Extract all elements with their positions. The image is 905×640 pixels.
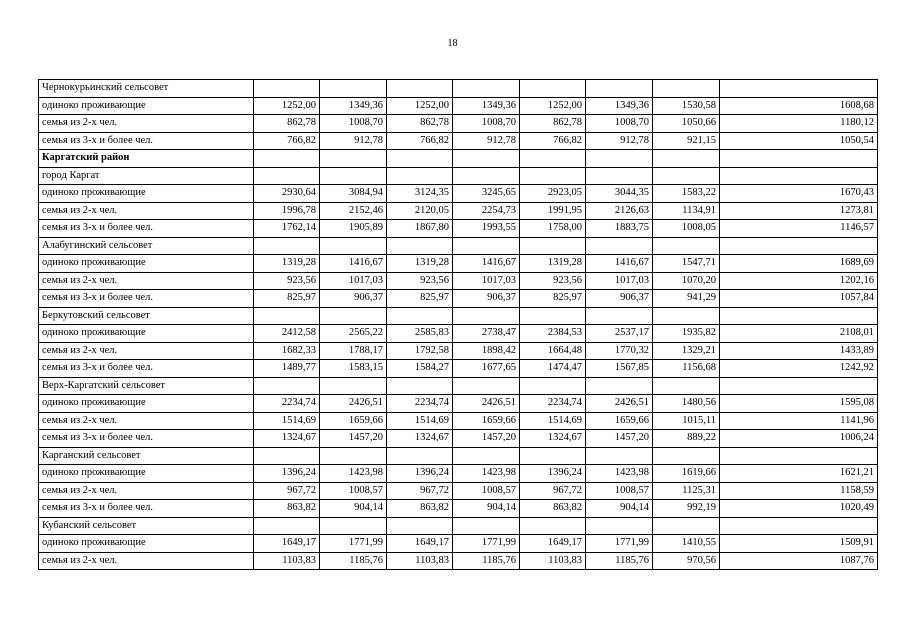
value-cell: 2234,74 [520,395,586,413]
value-cell: 1423,98 [453,465,520,483]
value-cell: 1514,69 [387,412,453,430]
value-cell [586,517,653,535]
value-cell: 1008,57 [453,482,520,500]
value-cell: 2108,01 [720,325,878,343]
row-label: семья из 2-х чел. [39,115,254,133]
value-cell: 1015,11 [653,412,720,430]
value-cell [520,237,586,255]
value-cell: 1621,21 [720,465,878,483]
value-cell [520,447,586,465]
page-number: 18 [447,38,458,49]
value-cell: 825,97 [520,290,586,308]
value-cell: 1008,57 [320,482,387,500]
row-label: семья из 2-х чел. [39,272,254,290]
value-cell: 1158,59 [720,482,878,500]
value-cell [453,307,520,325]
value-cell: 1689,69 [720,255,878,273]
value-cell: 941,29 [653,290,720,308]
value-cell [254,237,320,255]
value-cell: 1273,81 [720,202,878,220]
value-cell: 863,82 [387,500,453,518]
value-cell [387,307,453,325]
row-label: семья из 2-х чел. [39,552,254,570]
value-cell: 1202,16 [720,272,878,290]
value-cell [720,237,878,255]
value-cell: 2120,05 [387,202,453,220]
value-cell: 1070,20 [653,272,720,290]
value-cell [720,80,878,98]
value-cell: 1103,83 [387,552,453,570]
value-cell: 2565,22 [320,325,387,343]
table-row [39,482,878,500]
value-cell [653,517,720,535]
value-cell: 923,56 [520,272,586,290]
value-cell: 3245,65 [453,185,520,203]
value-cell [387,167,453,185]
district-header-row [39,150,878,168]
value-cell: 1008,70 [453,115,520,133]
value-cell [720,517,878,535]
value-cell: 923,56 [387,272,453,290]
section-header-row [39,377,878,395]
table-row [39,272,878,290]
value-cell [453,447,520,465]
value-cell: 1125,31 [653,482,720,500]
table-row [39,342,878,360]
section-title: Беркутовский сельсовет [39,307,254,325]
value-cell: 1329,21 [653,342,720,360]
value-cell: 1410,55 [653,535,720,553]
value-cell: 1670,43 [720,185,878,203]
value-cell: 1583,22 [653,185,720,203]
value-cell: 862,78 [254,115,320,133]
value-cell: 2234,74 [387,395,453,413]
section-title: город Каргат [39,167,254,185]
value-cell: 1659,66 [586,412,653,430]
value-cell [653,150,720,168]
value-cell [320,150,387,168]
value-cell: 1050,66 [653,115,720,133]
value-cell: 2152,46 [320,202,387,220]
value-cell: 1457,20 [586,430,653,448]
value-cell: 1252,00 [520,97,586,115]
section-header-row [39,167,878,185]
value-cell: 1514,69 [254,412,320,430]
value-cell: 2930,64 [254,185,320,203]
value-cell: 2923,05 [520,185,586,203]
value-cell: 1457,20 [453,430,520,448]
row-label: одиноко проживающие [39,535,254,553]
value-cell: 2537,17 [586,325,653,343]
value-cell [254,377,320,395]
value-cell [320,80,387,98]
value-cell [720,377,878,395]
section-header-row [39,237,878,255]
value-cell: 1770,32 [586,342,653,360]
value-cell [387,447,453,465]
value-cell: 766,82 [254,132,320,150]
value-cell [453,167,520,185]
value-cell: 2585,83 [387,325,453,343]
value-cell: 1762,14 [254,220,320,238]
value-cell [453,150,520,168]
value-cell [653,80,720,98]
value-cell [453,377,520,395]
value-cell: 1567,85 [586,360,653,378]
value-cell: 923,56 [254,272,320,290]
value-cell [720,167,878,185]
value-cell: 992,19 [653,500,720,518]
value-cell: 906,37 [320,290,387,308]
value-cell: 889,22 [653,430,720,448]
value-cell: 1758,00 [520,220,586,238]
table-row [39,115,878,133]
value-cell [520,80,586,98]
value-cell: 1324,67 [387,430,453,448]
value-cell [586,447,653,465]
value-cell: 904,14 [586,500,653,518]
value-cell: 967,72 [520,482,586,500]
value-cell: 1677,65 [453,360,520,378]
value-cell: 1017,03 [320,272,387,290]
value-cell: 1020,49 [720,500,878,518]
value-cell: 1017,03 [586,272,653,290]
value-cell: 1682,33 [254,342,320,360]
value-cell: 1349,36 [586,97,653,115]
value-cell: 1649,17 [387,535,453,553]
value-cell [387,517,453,535]
value-cell: 1017,03 [453,272,520,290]
section-header-row [39,447,878,465]
value-cell [453,80,520,98]
value-cell: 1141,96 [720,412,878,430]
row-label: одиноко проживающие [39,185,254,203]
value-cell: 1514,69 [520,412,586,430]
row-label: одиноко проживающие [39,97,254,115]
value-cell [320,517,387,535]
value-cell [586,150,653,168]
table-row [39,325,878,343]
row-label: семья из 2-х чел. [39,412,254,430]
table-row [39,97,878,115]
section-header-row [39,307,878,325]
value-cell: 1050,54 [720,132,878,150]
value-cell: 1619,66 [653,465,720,483]
value-cell: 1134,91 [653,202,720,220]
value-cell [653,447,720,465]
table-row [39,552,878,570]
value-cell: 1993,55 [453,220,520,238]
value-cell [653,307,720,325]
value-cell [586,80,653,98]
value-cell: 3084,94 [320,185,387,203]
table-row [39,202,878,220]
value-cell: 1057,84 [720,290,878,308]
value-cell: 912,78 [453,132,520,150]
table-row [39,395,878,413]
row-label: семья из 3-х и более чел. [39,220,254,238]
row-label: семья из 2-х чел. [39,202,254,220]
value-cell: 1185,76 [453,552,520,570]
row-label: семья из 2-х чел. [39,342,254,360]
value-cell: 1935,82 [653,325,720,343]
value-cell: 3044,35 [586,185,653,203]
value-cell: 1664,48 [520,342,586,360]
district-title: Каргатский район [39,150,254,168]
value-cell [720,447,878,465]
value-cell [320,447,387,465]
value-cell: 2426,51 [453,395,520,413]
value-cell [320,167,387,185]
value-cell: 1996,78 [254,202,320,220]
value-cell: 1185,76 [320,552,387,570]
value-cell: 1319,28 [254,255,320,273]
value-cell: 1584,27 [387,360,453,378]
value-cell: 766,82 [520,132,586,150]
section-header-row [39,517,878,535]
value-cell: 1905,89 [320,220,387,238]
value-cell: 1008,57 [586,482,653,500]
value-cell [453,517,520,535]
value-cell: 1547,71 [653,255,720,273]
value-cell: 1416,67 [453,255,520,273]
value-cell: 1103,83 [520,552,586,570]
value-cell [586,377,653,395]
row-label: семья из 3-х и более чел. [39,290,254,308]
table-row [39,412,878,430]
row-label: одиноко проживающие [39,395,254,413]
data-table [38,79,878,570]
value-cell: 1396,24 [254,465,320,483]
value-cell: 1319,28 [387,255,453,273]
value-cell: 1006,24 [720,430,878,448]
value-cell: 1474,47 [520,360,586,378]
table-row [39,360,878,378]
value-cell [720,307,878,325]
table-row [39,255,878,273]
value-cell: 2426,51 [586,395,653,413]
row-label: семья из 3-х и более чел. [39,360,254,378]
value-cell: 1792,58 [387,342,453,360]
section-title: Карганский сельсовет [39,447,254,465]
row-label: семья из 3-х и более чел. [39,430,254,448]
value-cell: 904,14 [453,500,520,518]
value-cell: 1008,70 [586,115,653,133]
value-cell [586,237,653,255]
value-cell: 1396,24 [387,465,453,483]
value-cell: 1991,95 [520,202,586,220]
value-cell [254,447,320,465]
value-cell [387,150,453,168]
value-cell [520,150,586,168]
value-cell: 1242,92 [720,360,878,378]
value-cell: 1608,68 [720,97,878,115]
value-cell: 1423,98 [586,465,653,483]
value-cell: 912,78 [586,132,653,150]
value-cell [653,167,720,185]
value-cell: 1324,67 [254,430,320,448]
row-label: семья из 3-х и более чел. [39,500,254,518]
value-cell: 906,37 [586,290,653,308]
row-label: семья из 3-х и более чел. [39,132,254,150]
value-cell: 967,72 [387,482,453,500]
value-cell: 1349,36 [320,97,387,115]
value-cell: 1583,15 [320,360,387,378]
table-row [39,185,878,203]
value-cell [254,517,320,535]
value-cell: 1396,24 [520,465,586,483]
value-cell [586,167,653,185]
value-cell: 1146,57 [720,220,878,238]
section-title: Алабугинский сельсовет [39,237,254,255]
row-label: одиноко проживающие [39,325,254,343]
value-cell [653,377,720,395]
value-cell: 2412,58 [254,325,320,343]
value-cell [254,150,320,168]
row-label: семья из 2-х чел. [39,482,254,500]
value-cell: 1324,67 [520,430,586,448]
value-cell: 862,78 [387,115,453,133]
value-cell: 2126,63 [586,202,653,220]
value-cell: 1457,20 [320,430,387,448]
table-row [39,535,878,553]
value-cell: 1659,66 [453,412,520,430]
value-cell [520,307,586,325]
value-cell [320,307,387,325]
value-cell: 1103,83 [254,552,320,570]
value-cell: 1659,66 [320,412,387,430]
value-cell: 2738,47 [453,325,520,343]
value-cell: 1771,99 [586,535,653,553]
value-cell: 1349,36 [453,97,520,115]
table-row [39,500,878,518]
value-cell [653,237,720,255]
value-cell [520,517,586,535]
value-cell: 1252,00 [387,97,453,115]
value-cell: 1771,99 [320,535,387,553]
value-cell [254,167,320,185]
value-cell [320,237,387,255]
value-cell: 906,37 [453,290,520,308]
value-cell: 766,82 [387,132,453,150]
value-cell [520,377,586,395]
value-cell [387,80,453,98]
value-cell: 3124,35 [387,185,453,203]
value-cell: 1433,89 [720,342,878,360]
row-label: одиноко проживающие [39,465,254,483]
value-cell: 2384,53 [520,325,586,343]
value-cell: 1416,67 [320,255,387,273]
value-cell: 1771,99 [453,535,520,553]
value-cell: 1883,75 [586,220,653,238]
value-cell: 863,82 [254,500,320,518]
value-cell: 967,72 [254,482,320,500]
value-cell: 1319,28 [520,255,586,273]
value-cell: 1180,12 [720,115,878,133]
value-cell: 1087,76 [720,552,878,570]
value-cell [720,150,878,168]
table-row [39,290,878,308]
value-cell [387,237,453,255]
value-cell: 1649,17 [520,535,586,553]
section-header-row [39,80,878,98]
table-row [39,430,878,448]
value-cell: 1185,76 [586,552,653,570]
value-cell [254,80,320,98]
value-cell: 1008,70 [320,115,387,133]
value-cell: 921,15 [653,132,720,150]
value-cell: 825,97 [387,290,453,308]
value-cell [254,307,320,325]
value-cell: 1008,05 [653,220,720,238]
value-cell: 863,82 [520,500,586,518]
section-title: Кубанский сельсовет [39,517,254,535]
value-cell: 1509,91 [720,535,878,553]
value-cell [387,377,453,395]
value-cell: 1489,77 [254,360,320,378]
table-row [39,465,878,483]
value-cell: 1423,98 [320,465,387,483]
value-cell: 1530,58 [653,97,720,115]
value-cell: 1649,17 [254,535,320,553]
value-cell: 904,14 [320,500,387,518]
section-title: Верх-Каргатский сельсовет [39,377,254,395]
value-cell: 1416,67 [586,255,653,273]
value-cell: 1898,42 [453,342,520,360]
value-cell: 1252,00 [254,97,320,115]
value-cell [453,237,520,255]
value-cell: 2426,51 [320,395,387,413]
value-cell: 825,97 [254,290,320,308]
value-cell: 2254,73 [453,202,520,220]
row-label: одиноко проживающие [39,255,254,273]
value-cell: 862,78 [520,115,586,133]
value-cell: 1867,80 [387,220,453,238]
value-cell: 912,78 [320,132,387,150]
value-cell [586,307,653,325]
value-cell: 2234,74 [254,395,320,413]
value-cell: 970,56 [653,552,720,570]
value-cell [520,167,586,185]
table-row [39,220,878,238]
value-cell: 1595,08 [720,395,878,413]
value-cell: 1788,17 [320,342,387,360]
value-cell [320,377,387,395]
value-cell: 1480,56 [653,395,720,413]
table-row [39,132,878,150]
value-cell: 1156,68 [653,360,720,378]
section-title: Чернокурьинский сельсовет [39,80,254,98]
